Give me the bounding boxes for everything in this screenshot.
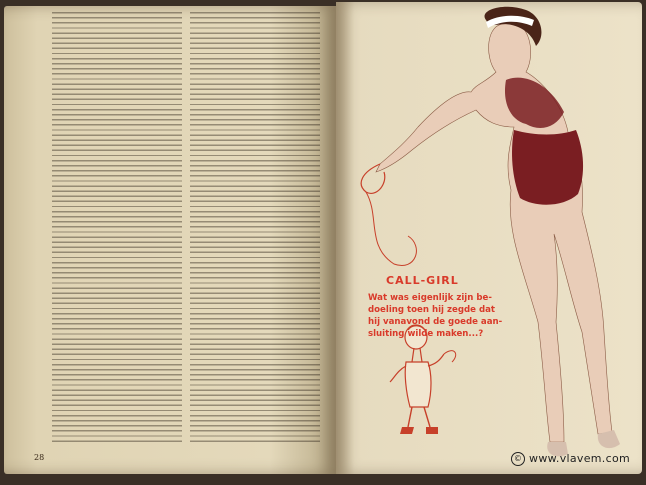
- caption-title: CALL-GIRL: [386, 274, 459, 287]
- watermark-text: www.vlavem.com: [529, 452, 630, 465]
- left-page: [4, 6, 336, 474]
- page-number: 28: [34, 453, 45, 462]
- right-page: [336, 2, 642, 474]
- copyright-icon: ©: [511, 452, 525, 466]
- caption-line: Wat was eigenlijk zijn be-: [368, 293, 492, 303]
- text-column-right: [190, 12, 320, 442]
- watermark: [511, 452, 630, 466]
- caption-line: hij vanavond de goede aan-: [368, 317, 503, 327]
- text-column-left: [52, 12, 182, 442]
- caption-line: sluiting wilde maken...?: [368, 329, 484, 339]
- magazine-spread: [4, 2, 644, 480]
- caption-line: doeling toen hij zegde dat: [368, 305, 496, 315]
- caption-text: [368, 292, 518, 340]
- little-man-illustration: [336, 2, 642, 474]
